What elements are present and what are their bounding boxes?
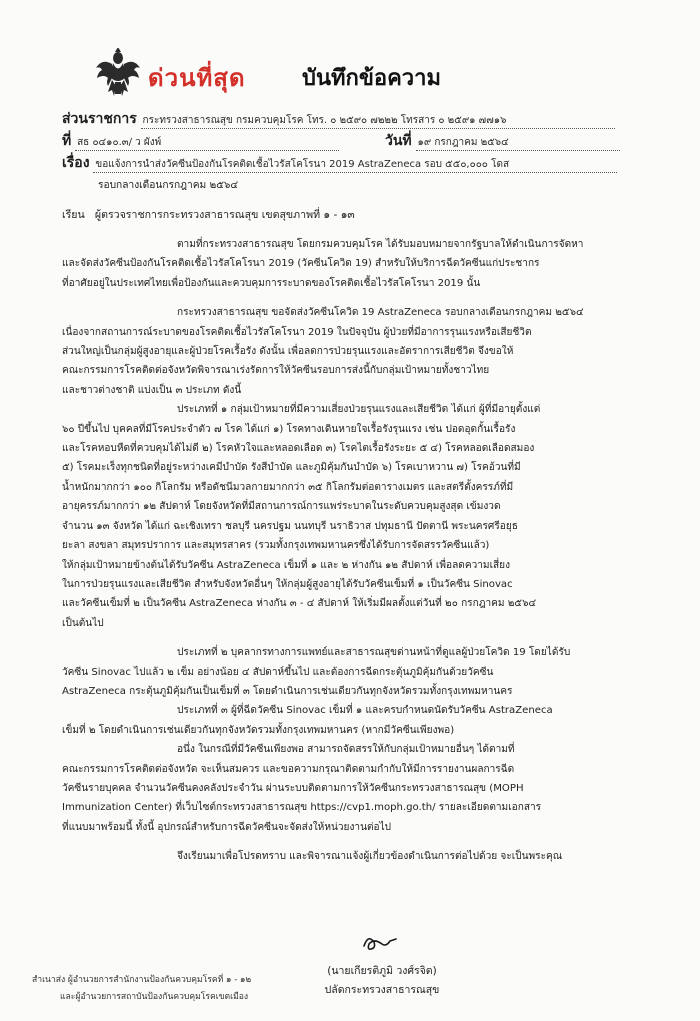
- addressee-value: ผู้ตรวจราชการกระทรวงสาธารณสุข เขตสุขภาพที่ ๑ - ๑๓: [94, 209, 355, 221]
- memo-body: [62, 235, 632, 867]
- signatory-name: (นายเกียรติภูมิ วงศ์รจิต): [327, 965, 437, 977]
- body-line: เนื่องจากสถานการณ์ระบาดของโรคติดเชื้อไวรัสโคโรนา 2019 ในปัจจุบัน ผู้ป่วยที่มีอาการรุนแรงหรือเสียชีวิต: [62, 326, 532, 338]
- body-line: ให้กลุ่มเป้าหมายข้างต้นได้รับวัคซีน AstraZeneca เข็มที่ ๑ และ ๒ ห่างกัน ๑๒ สัปดาห์ เพื่อลดความเสี่ยง: [62, 559, 511, 571]
- paragraph-additional-allocation: [62, 740, 632, 837]
- paragraph-background: [62, 235, 632, 293]
- garuda-emblem-icon: [94, 48, 142, 98]
- body-line: เป็นต้นไป: [62, 617, 104, 629]
- body-line: น้ำหนักมากกว่า ๑๐๐ กิโลกรัม หรือดัชนีมวลกายมากกว่า ๓๕ กิโลกรัมต่อตารางเมตร และสตรีตั้งครรภ์ที่มี: [62, 481, 514, 493]
- agency-row: [62, 108, 615, 130]
- body-line: อายุครรภ์มากกว่า ๑๒ สัปดาห์ โดยจังหวัดที่มีสถานการณ์การแพร่ระบาดในระดับควบคุมสูงสุด เข้มงวด: [62, 501, 501, 513]
- paragraph-shipment: [62, 303, 632, 400]
- paragraph-category-1: [62, 400, 632, 633]
- copy-to-line: และผู้อำนวยการสถาบันป้องกันควบคุมโรคเขตเมือง: [60, 992, 249, 1002]
- body-line: วัคซีน Sinovac ไปแล้ว ๒ เข็ม อย่างน้อย ๔ สัปดาห์ขึ้นไป และต้องการฉีดกระตุ้นภูมิคุ้มกันด้วยวัคซีน: [62, 666, 494, 678]
- copy-to-footer: [32, 972, 251, 1006]
- paragraph-closing: [62, 847, 632, 866]
- body-line: และจัดส่งวัคซีนป้องกันโรคติดเชื้อไวรัสโคโรนา 2019 (วัคซีนโควิด 19) สำหรับให้บริการฉีดวัคซีนแก่ประชากร: [62, 258, 540, 270]
- body-line: Immunization Center) ที่เว็บไซต์กระทรวงสาธารณสุข https://cvp1.moph.go.th/ รายละเอียดตามเอกสาร: [62, 802, 542, 814]
- body-line: ในการป่วยรุนแรงและเสียชีวิต สำหรับจังหวัดอื่นๆ ให้กลุ่มผู้สูงอายุได้รับวัคซีนเข็มที่ ๑ เป็นวัคซีน Sinovac: [62, 578, 513, 590]
- body-line: จึงเรียนมาเพื่อโปรดทราบ และพิจารณาแจ้งผู้เกี่ยวข้องดำเนินการต่อไปด้วย จะเป็นพระคุณ: [177, 851, 563, 863]
- body-line: วัคซีนรายบุคคล จำนวนวัคซีนคงคลังประจำวัน ผ่านระบบติดตามการให้วัคซีนกระทรวงสาธารณสุข (MOPH: [62, 782, 524, 794]
- urgency-stamp: ด่วนที่สุด: [148, 64, 246, 92]
- date-row: [385, 130, 620, 152]
- body-line: และโรคหอบหืดที่ควบคุมได้ไม่ดี ๒) โรคหัวใจและหลอดเลือด ๓) โรคไตเรื้อรังระยะ ๕ ๔) โรคหลอดเลือดสมอง: [62, 443, 535, 455]
- date-value: ๑๙ กรกฎาคม ๒๕๖๔: [416, 135, 620, 151]
- addressee-row: [62, 206, 355, 223]
- body-line: และวัคซีนเข็มที่ ๒ เป็นวัคซีน AstraZeneca ห่างกัน ๓ - ๔ สัปดาห์ ให้เริ่มมีผลตั้งแต่วันที่ ๒๐ กรกฎาคม ๒๕๖๔: [62, 598, 537, 610]
- body-line: ๕) โรคมะเร็งทุกชนิดที่อยู่ระหว่างเคมีบำบัด รังสีบำบัด และภูมิคุ้มกันบำบัด ๖) โรคเบาหวาน ๗) โรคอ้วนที่มี: [62, 462, 521, 474]
- signatory-block: [312, 962, 452, 1000]
- reference-value: สธ ๐๔๑๐.๓/ ว ผังพ์: [75, 135, 339, 151]
- body-line: และชาวต่างชาติ แบ่งเป็น ๓ ประเภท ดังนี้: [62, 384, 242, 396]
- copy-to-line: สำเนาส่ง ผู้อำนวยการสำนักงานป้องกันควบคุมโรคที่ ๑ - ๑๒: [32, 975, 252, 985]
- body-line: ยะลา สงขลา สมุทรปราการ และสมุทรสาคร (รวมทั้งกรุงเทพมหานครซึ่งได้รับการจัดสรรวัคซีนแล้ว): [62, 540, 490, 552]
- agency-label: ส่วนราชการ: [62, 111, 137, 127]
- body-line: ๖๐ ปีขึ้นไป บุคคลที่มีโรคประจำตัว ๗ โรค ได้แก่ ๑) โรคทางเดินหายใจเรื้อรังรุนแรง เช่น ปอดอุดกั้นเรื้อรัง: [62, 423, 516, 435]
- date-label: วันที่: [385, 133, 412, 149]
- subject-value: ขอแจ้งการนำส่งวัคซีนป้องกันโรคติดเชื้อไวรัสโคโรนา 2019 AstraZeneca รอบ ๕๕๐,๐๐๐ โดส: [93, 157, 617, 173]
- body-line: ประเภทที่ ๓ ผู้ที่ฉีดวัคซีน Sinovac เข็มที่ ๑ และครบกำหนดนัดรับวัคซีน AstraZeneca: [177, 705, 553, 717]
- paragraph-category-3: [62, 701, 632, 740]
- body-line: ประเภทที่ ๑ กลุ่มเป้าหมายที่มีความเสี่ยงป่วยรุนแรงและเสียชีวิต ได้แก่ ผู้ที่มีอายุตั้งแต่: [177, 404, 541, 416]
- body-line: คณะกรรมการโรคติดต่อจังหวัด จะเห็นสมควร และขอความกรุณาติดตามกำกับให้มีการรายงานผลการฉีด: [62, 763, 515, 775]
- memo-title: บันทึกข้อความ: [302, 66, 442, 91]
- handwritten-signature: [360, 932, 400, 954]
- body-line: จำนวน ๑๓ จังหวัด ได้แก่ ฉะเชิงเทรา ชลบุรี นครปฐม นนทบุรี นราธิวาส ปทุมธานี ปัตตานี พระนครศรีอยุธ: [62, 520, 518, 532]
- body-line: ที่อาศัยอยู่ในประเทศไทยเพื่อป้องกันและควบคุมการระบาดของโรคติดเชื้อไวรัสโคโรนา 2019 นั้น: [62, 277, 481, 289]
- signatory-position: ปลัดกระทรวงสาธารณสุข: [324, 984, 440, 996]
- paragraph-category-2: [62, 643, 632, 701]
- addressee-label: เรียน: [62, 209, 85, 221]
- subject-label: เรื่อง: [62, 155, 90, 171]
- agency-value: กระทรวงสาธารณสุข กรมควบคุมโรค โทร. ๐ ๒๕๙๐ ๗๒๒๒ โทรสาร ๐ ๒๕๙๑ ๗๗๑๖: [141, 113, 615, 129]
- body-line: AstraZeneca กระตุ้นภูมิคุ้มกันเป็นเข็มที่ ๓ โดยดำเนินการเช่นเดียวกันทุกจังหวัดรวมทั้งกรุงเทพมหานคร: [62, 685, 513, 697]
- reference-label: ที่: [62, 133, 72, 149]
- body-line: เข็มที่ ๒ โดยดำเนินการเช่นเดียวกันทุกจังหวัดรวมทั้งกรุงเทพมหานคร (หากมีวัคซีนเพียงพอ): [62, 724, 455, 736]
- body-line: กระทรวงสาธารณสุข ขอจัดส่งวัคซีนโควิด 19 AstraZeneca รอบกลางเดือนกรกฎาคม ๒๕๖๔: [177, 307, 584, 319]
- body-line: คณะกรรมการโรคติดต่อจังหวัดพิจารณาเร่งรัดการให้วัคซีนรอบการส่งนี้กับกลุ่มเป้าหมายทั้งชาวไทย: [62, 365, 490, 377]
- body-line: ประเภทที่ ๒ บุคลากรทางการแพทย์และสาธารณสุขด่านหน้าที่ดูแลผู้ป่วยโควิด 19 โดยได้รับ: [177, 647, 571, 659]
- body-line: ที่แนบมาพร้อมนี้ ทั้งนี้ อุปกรณ์สำหรับการฉีดวัคซีนจะจัดส่งให้หน่วยงานต่อไป: [62, 821, 392, 833]
- body-line: ส่วนใหญ่เป็นกลุ่มผู้สูงอายุและผู้ป่วยโรคเรื้อรัง ดังนั้น เพื่อลดการป่วยรุนแรงและอัตราการเสียชีวิต จึงขอให้: [62, 346, 514, 358]
- subject-row: [62, 152, 617, 174]
- reference-row: [62, 130, 339, 152]
- body-line: ตามที่กระทรวงสาธารณสุข โดยกรมควบคุมโรค ได้รับมอบหมายจากรัฐบาลให้ดำเนินการจัดหา: [177, 239, 584, 250]
- subject-continuation: รอบกลางเดือนกรกฎาคม ๒๕๖๔: [98, 180, 239, 191]
- body-line: อนึ่ง ในกรณีที่มีวัคซีนเพียงพอ สามารถจัดสรรให้กับกลุ่มเป้าหมายอื่นๆ ได้ตามที่: [177, 744, 515, 756]
